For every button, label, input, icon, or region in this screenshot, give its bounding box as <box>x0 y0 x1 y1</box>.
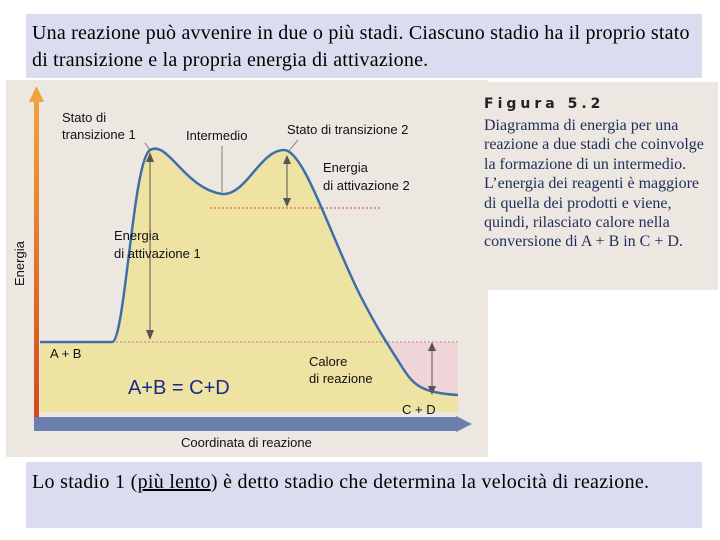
conclusion-text-post: ) è detto stadio che determina la velocità di reazione. <box>210 471 650 493</box>
equation-label: A+B = C+D <box>128 377 230 399</box>
ea1-label-line1: Energia <box>114 228 159 243</box>
ea2-label-line2: di attivazione 2 <box>323 178 410 193</box>
x-axis <box>34 417 458 431</box>
intermediate-label: Intermedio <box>186 128 248 143</box>
products-label: C + D <box>402 402 436 417</box>
conclusion-text-underlined: più lento <box>137 471 211 493</box>
x-axis-label: Coordinata di reazione <box>181 435 312 450</box>
ea2-label-line1: Energia <box>323 160 368 175</box>
heat-label-line2: di reazione <box>309 371 373 386</box>
caption-panel <box>462 82 718 290</box>
ts2-label: Stato di transizione 2 <box>287 122 409 137</box>
heat-label-line1: Calore <box>309 354 348 369</box>
intro-text: Una reazione può avvenire in due o più stadi. Ciascuno stadio ha il proprio stato di transizione e la propria energia di attivazione. <box>32 22 690 71</box>
ea1-label-line2: di attivazione 1 <box>114 246 201 261</box>
y-axis <box>34 100 39 418</box>
ts1-label-line2: transizione 1 <box>62 127 136 142</box>
ts2-pointer <box>288 140 298 152</box>
y-axis-arrowhead <box>29 86 44 102</box>
y-axis-label: Energia <box>12 241 27 286</box>
x-axis-arrowhead <box>456 416 472 432</box>
caption-text: Diagramma di energia per una reazione a due stadi che coinvolge la formazione di un intermedio. L’energia dei reagenti è maggiore di quella dei prodotti e viene, quindi, rilasciato calore nella conversione di A + B in C + D. <box>484 117 704 251</box>
ts1-pointer <box>145 143 150 150</box>
caption-title: Figura 5.2 <box>484 96 605 112</box>
conclusion-text-pre: Lo stadio 1 ( <box>32 471 138 493</box>
reactants-label: A + B <box>50 346 82 361</box>
conclusion-text-box <box>26 462 702 528</box>
ts1-label-line1: Stato di <box>62 110 107 125</box>
